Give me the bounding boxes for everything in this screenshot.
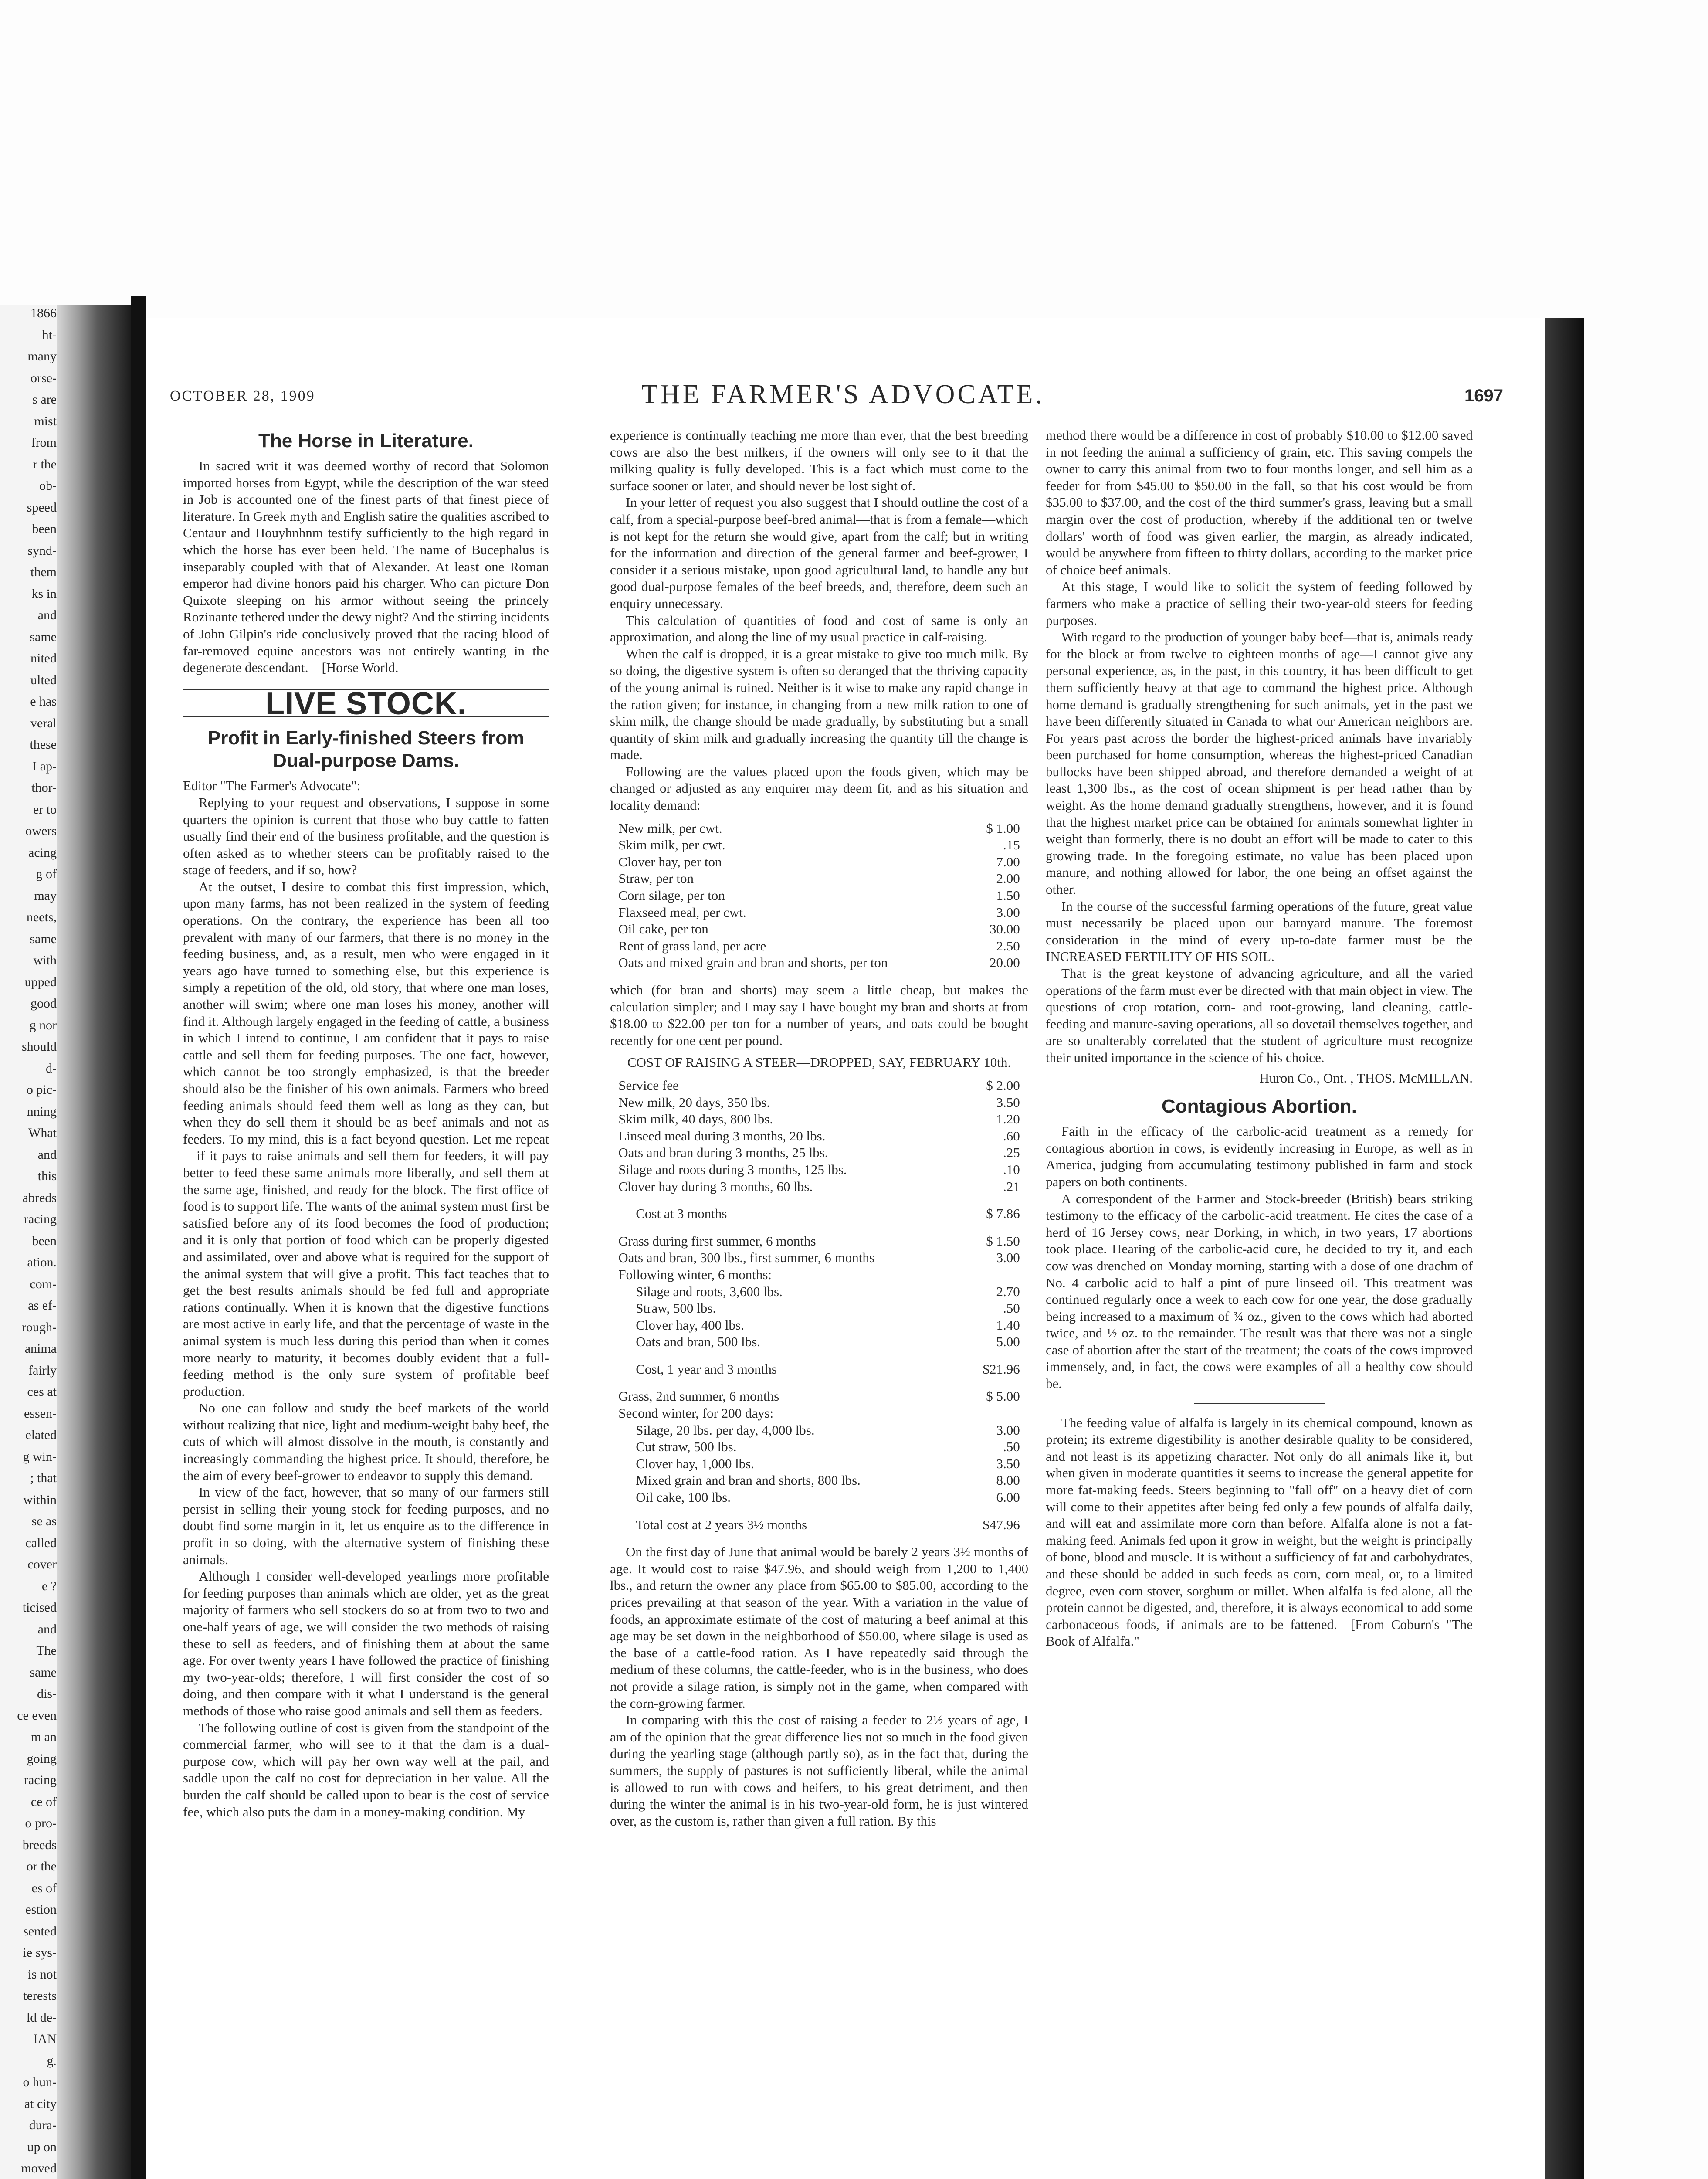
row-label: Grass during first summer, 6 months: [618, 1233, 816, 1249]
page-edge-shadow: [131, 296, 146, 2179]
row-label: Cost, 1 year and 3 months: [636, 1361, 777, 1377]
left-page-text-fragment: ticised: [22, 1600, 57, 1615]
left-page-text-fragment: racing: [24, 1773, 57, 1787]
row-amount: 3.00: [996, 1250, 1020, 1266]
row-label: Silage and roots, 3,600 lbs.: [636, 1283, 783, 1299]
author-signature: Huron Co., Ont. , THOS. McMILLAN.: [1259, 1070, 1473, 1086]
left-page-text-fragment: ht-: [42, 327, 57, 342]
left-page-text-fragment: good: [30, 996, 57, 1011]
left-page-text-fragment: sented: [23, 1924, 57, 1938]
row-amount: [968, 1405, 1020, 1422]
row-amount: .10: [1003, 1161, 1020, 1177]
row-amount: 2.00: [996, 871, 1020, 886]
row-label: Cost at 3 months: [636, 1206, 727, 1222]
table-row: [618, 1300, 1020, 1317]
left-page-text-fragment: estion: [25, 1902, 57, 1917]
left-page-text-fragment: e ?: [41, 1578, 57, 1593]
row-label: Linseed meal during 3 months, 20 lbs.: [618, 1128, 826, 1144]
row-label: Second winter, for 200 days:: [618, 1405, 774, 1421]
table-row: [618, 1111, 1020, 1128]
left-page-text-fragment: or the: [26, 1859, 57, 1874]
left-page-text-fragment: up on: [27, 2139, 57, 2154]
left-page-text-fragment: same: [30, 629, 57, 644]
left-page-text-fragment: o hun-: [23, 2075, 57, 2089]
left-page-text-fragment: acing: [28, 845, 57, 860]
column-1: [183, 427, 549, 1820]
paragraph: Faith in the efficacy of the carbolic-acid treatment as a remedy for contagious abortion in cows, is evidently increasing in Europe, as well as in America, judging from accumulating testimony published in farm and stock papers on both continents.: [1046, 1123, 1473, 1189]
left-page-text-fragment: o pic-: [26, 1083, 57, 1097]
left-page-text-fragment: d-: [46, 1061, 57, 1076]
cost-table: [618, 1077, 1020, 1533]
table-row: [618, 887, 1020, 904]
row-label: Flaxseed meal, per cwt.: [618, 904, 746, 920]
left-page-text-fragment: should: [21, 1039, 57, 1054]
left-page-text-fragment: anima: [24, 1341, 57, 1356]
adjacent-page-fragment: [0, 305, 57, 2179]
row-amount: 1.50: [996, 888, 1020, 903]
left-page-text-fragment: from: [31, 435, 57, 450]
row-label: Oats and bran, 500 lbs.: [636, 1334, 761, 1350]
table-row: [618, 870, 1020, 887]
row-label: Skim milk, 40 days, 800 lbs.: [618, 1111, 773, 1127]
row-amount: 20.00: [990, 955, 1020, 971]
page-header: [166, 379, 1521, 414]
paragraph: No one can follow and study the beef markets of the world without realizing that nice, light and medium-weight baby beef, the cuts of which will almost dissolve in the mouth, is constantly and increasingly commanding the highest price. It should, therefore, be the aim of every beef-grower to endeavor to supply this demand.: [183, 1400, 549, 1483]
table-row: [618, 1405, 1020, 1422]
alfalfa-paragraph: The feeding value of alfalfa is largely in its chemical compound, known as protein; its extreme digestibility is another desirable quality to be considered, and not least is its appetizing character. Not only do all animals like it, but when given in moderate quantities it seems to increase the general appetite for more fat-making feeds. Steers beginning to "fall off" on a heavy diet of corn will come to their appetites after being fed only a few pounds of alfalfa daily, and will eat and assimilate more corn than before. Alfalfa alone is not a fat-making feed. Animals fed upon it grow in weight, but the weight is principally of bone, blood and muscle. It is without a sufficiency of fat and carbohydrates, and these should be added in such feeds as corn, corn meal, or, to a limited degree, even corn stover, sorghum or millet. When alfalfa is fed alone, all the protein cannot be digested, and, therefore, it is always economical to add some carbonaceous foods, if animals are to be fattened.—[From Coburn's "The Book of Alfalfa.": [1046, 1415, 1473, 1649]
left-page-text-fragment: at city: [24, 2096, 57, 2111]
left-page-text-fragment: r the: [33, 457, 57, 472]
left-page-text-fragment: ie sys-: [23, 1945, 57, 1960]
left-page-text-fragment: dura-: [29, 2118, 57, 2132]
row-label: Clover hay, 1,000 lbs.: [636, 1456, 754, 1471]
row-amount: 30.00: [990, 921, 1020, 937]
left-page-text-fragment: may: [34, 888, 57, 903]
table-row: [618, 1472, 1020, 1489]
row-amount: 3.00: [996, 904, 1020, 920]
left-page-text-fragment: owers: [25, 824, 57, 838]
left-page-text-fragment: cover: [27, 1557, 57, 1571]
table-row: [618, 854, 1020, 871]
paragraph: Following are the values placed upon the foods given, which may be changed or adjusted as any enquirer may deem fit, and as his situation and locality demand:: [610, 764, 1028, 813]
left-page-text-fragment: ob-: [39, 479, 57, 493]
left-page-text-fragment: these: [30, 737, 57, 752]
row-label: Straw, per ton: [618, 871, 694, 886]
left-page-text-fragment: g.: [47, 2053, 57, 2068]
paragraph: At the outset, I desire to combat this first impression, which, upon many farms, has not been realized in the system of feeding operations. On the contrary, the experience has been all too prevalent with many of our farmers, that there is no money in the feeding business, and, as a result, men who were engaged in it years ago have turned to something else, but this experience is simply a repetition of the old, old story, that where one man loses, another will swim; where one man loses his money, another will find it. Although largely engaged in the feeding of cattle, a business in which I intend to continue, I am confident that it pays to raise cattle and sell them for feeding purposes. The one fact, however, which cannot be too strongly emphasized, is that the breeder should also be the finisher of his own animals. Farmers who breed feeding animals should feed them well as long as they can, but when they do sell them it should be as beef animals and not as feeders. To my mind, this is a fact beyond question. Let me repeat—if it pays to raise animals and sell them for feeders, it will pay better to feed these same animals more liberally, and sell them at the same age, finished, and ready for the block. The first office of food is to support life. The wants of the animal system must first be satisfied before any of its food becomes the food of production; and it is only that portion of food which can be properly digested and assimilated, over and above what is required for the support of the animal system that will give a profit. This fact teaches that to get the best results animals should be fed full and appropriate rations continually. When it is known that the digestive functions are most active in early life, and that the percentage of waste in the animal system is much less during this period than when it comes more nearly to maturity, it becomes doubly evident that a full-feeding method is the only sure system of profitable beef production.: [183, 879, 549, 1399]
row-amount: 3.50: [996, 1094, 1020, 1110]
paragraph: Replying to your request and observations, I suppose in some quarters the opinion is current that those who buy cattle to fatten usually find their end of the business profitable, and the question is often asked as to whether steers can be profitably raised to the stage of feeders, and if so, how?: [183, 794, 549, 878]
row-label: Clover hay, 400 lbs.: [636, 1317, 744, 1333]
table-row: [618, 1317, 1020, 1334]
left-page-text-fragment: and: [37, 1147, 57, 1162]
row-amount: $ 7.86: [986, 1206, 1020, 1222]
row-amount: .50: [1003, 1300, 1020, 1316]
left-page-text-fragment: e has: [30, 694, 57, 709]
paragraph: In view of the fact, however, that so many of our farmers still persist in selling their young stock for feeding purposes, and no doubt find some margin in it, let us enquire as to the difference in profit in so doing, with the alternative system of finishing these animals.: [183, 1484, 549, 1567]
table-row: [618, 1266, 1020, 1283]
left-page-text-fragment: elated: [25, 1428, 57, 1442]
left-page-text-fragment: ce of: [30, 1794, 57, 1809]
left-page-text-fragment: g of: [36, 867, 57, 881]
column-3: [1046, 427, 1473, 1650]
row-label: New milk, per cwt.: [618, 820, 722, 836]
row-label: Oil cake, 100 lbs.: [636, 1490, 731, 1505]
publication-title: THE FARMER'S ADVOCATE.: [641, 380, 1045, 409]
row-amount: 8.00: [996, 1473, 1020, 1488]
table-row: [618, 921, 1020, 938]
row-amount: 2.70: [996, 1283, 1020, 1299]
row-label: Corn silage, per ton: [618, 888, 725, 903]
table-row: [618, 1161, 1020, 1178]
row-label: New milk, 20 days, 350 lbs.: [618, 1094, 770, 1110]
book-gutter: [57, 305, 131, 2179]
left-page-text-fragment: m an: [30, 1730, 57, 1744]
row-label: Oil cake, per ton: [618, 921, 708, 937]
left-page-text-fragment: 1866: [30, 306, 57, 320]
paragraph: With regard to the production of younger baby beef—that is, animals ready for the block at from twelve to eighteen months of age—I cannot give any personal experience, as, in the past, in this country, it has been difficult to get them sufficiently heavy at that age to command the highest price. Although home demand is gradually strengthening for such animals, yet in the past we have been differently situated in Canada to what our American neighbors are. For years past across the border the highest-priced animals have invariably been purchased for home consumption, whereas the highest-priced Canadian bullocks have been shipped abroad, and therefore demanded a weight of at least 1,300 lbs., as the cost of ocean shipment is per head rather than by weight. As the home demand gradually strengthens, however, and it is found that the highest market price can be obtained for animals somewhat lighter in weight than formerly, there is no doubt an effort will be made to cater to this growing trade. In the foregoing estimate, no value has been placed upon manure, and nothing allowed for labor, the one being an offset against the other.: [1046, 629, 1473, 897]
row-amount: $ 2.00: [986, 1077, 1020, 1093]
page-number: 1697: [1464, 386, 1503, 405]
table-row: [618, 938, 1020, 955]
row-amount: .60: [1003, 1128, 1020, 1144]
left-page-text-fragment: speed: [27, 500, 57, 515]
left-page-text-fragment: es of: [31, 1880, 57, 1895]
left-page-text-fragment: racing: [24, 1212, 57, 1226]
paragraph: A correspondent of the Farmer and Stock-breeder (British) bears striking testimony to the efficacy of the carbolic-acid treatment. He cites the case of a herd of 16 Jersey cows, near Dorking, in which, in two years, 17 abortions took place. Hearing of the carbolic-acid cure, he decided to try it, and each cow was drenched on Monday morning, starting with a dose of one drachm of No. 4 carbolic acid to half a pint of pure linseed oil. This treatment was continued regularly once a week to each cow for one year, the dose gradually being increased to a maximum of ¾ oz., given to the cows which had aborted twice, and ½ oz. to the remainder. The result was that there was not a single case of abortion after the start of the treatment; the coats of the cows improved immensely, and, in fact, the cows were examples of all a healthy cow should be.: [1046, 1191, 1473, 1392]
left-page-text-fragment: been: [32, 1233, 57, 1248]
left-page-text-fragment: breeds: [22, 1837, 57, 1852]
left-page-text-fragment: essen-: [24, 1406, 57, 1421]
row-amount: 1.40: [996, 1317, 1020, 1333]
left-page-text-fragment: abreds: [22, 1190, 57, 1205]
row-amount: 2.50: [996, 938, 1020, 954]
left-page-text-fragment: dis-: [37, 1687, 57, 1701]
left-page-text-fragment: fairly: [28, 1363, 57, 1378]
left-page-text-fragment: The: [36, 1643, 57, 1658]
section-heading-live-stock: LIVE STOCK.: [183, 689, 549, 719]
row-amount: [968, 1266, 1020, 1283]
row-label: Following winter, 6 months:: [618, 1266, 772, 1282]
table-row: [618, 837, 1020, 854]
article-title-abortion: Contagious Abortion.: [1161, 1096, 1357, 1117]
row-amount: 5.00: [996, 1334, 1020, 1350]
left-page-text-fragment: com-: [30, 1276, 57, 1291]
row-amount: $21.96: [983, 1361, 1020, 1377]
row-label: Service fee: [618, 1077, 679, 1093]
table-row: [618, 1506, 1020, 1534]
left-page-text-fragment: called: [25, 1535, 57, 1550]
row-amount: $47.96: [983, 1517, 1020, 1532]
row-amount: .15: [1003, 837, 1020, 853]
table-row: [618, 1077, 1020, 1094]
table-row: [618, 954, 1020, 971]
row-amount: .21: [1003, 1178, 1020, 1194]
left-page-text-fragment: se as: [31, 1514, 57, 1528]
row-label: Clover hay, per ton: [618, 854, 722, 869]
row-label: Grass, 2nd summer, 6 months: [618, 1388, 779, 1404]
left-page-text-fragment: neets,: [26, 910, 57, 924]
left-page-text-fragment: upped: [24, 974, 57, 989]
row-label: Rent of grass land, per acre: [618, 938, 766, 954]
left-page-text-fragment: I ap-: [32, 759, 57, 774]
left-page-text-fragment: moved: [21, 2161, 57, 2176]
table-row: [618, 1144, 1020, 1161]
row-amount: .50: [1003, 1439, 1020, 1455]
left-page-text-fragment: terests: [23, 1989, 57, 2003]
table-row: [618, 1351, 1020, 1378]
row-amount: 3.00: [996, 1422, 1020, 1438]
horse-paragraph: In sacred writ it was deemed worthy of record that Solomon imported horses from Egypt, while the description of the war steed in Job is accounted one of the finest parts of that finest piece of literature. In Greek myth and English satire the qualities ascribed to Centaur and Houyhnhnm testify sufficiently to the high regard in which the horse has ever been held. The name of Bucephalus is inseparably coupled with that of Alexander. At least one Roman emperor had divine honors paid his charger. Who can picture Don Quixote sleeping on his armor without seeing the princely Rozinante tethered under the dewy night? And the stirring incidents of John Gilpin's ride conclusively proved that the racing blood of far-removed equine ancestors was not entirely wanting in the degenerate descendant.—[Horse World.: [183, 458, 549, 675]
left-page-text-fragment: as ef-: [28, 1298, 57, 1313]
left-page-text-fragment: rough-: [22, 1320, 57, 1334]
row-amount: .25: [1003, 1145, 1020, 1161]
left-page-text-fragment: IAN: [33, 2032, 57, 2046]
section-divider: [1194, 1403, 1325, 1404]
table-row: [618, 1456, 1020, 1473]
paragraph: In the course of the successful farming operations of the future, great value must necessarily be placed upon our barnyard manure. The foremost consideration in the mind of every up-to-date farmer must be the INCREASED FERTILITY OF HIS SOIL.: [1046, 898, 1473, 964]
table-row: [618, 1222, 1020, 1250]
left-page-text-fragment: nited: [30, 651, 57, 665]
left-page-text-fragment: What: [28, 1126, 57, 1140]
row-amount: 3.50: [996, 1456, 1020, 1471]
column-2: [610, 427, 1028, 1829]
paragraph: In comparing with this the cost of raising a feeder to 2½ years of age, I am of the opinion that the great difference lies not so much in the food given during the yearling stage (although partly so), as in the fact that, during the summers, the supply of pastures is not sufficiently liberal, while the animal is allowed to run with cows and heifers, to his great detriment, and then during the winter the animal is in his two-year-old form, he is just wintered over, as the custom is, rather than given a full ration. By this: [610, 1712, 1028, 1829]
table-row: [618, 1378, 1020, 1405]
right-page-edge: [1545, 318, 1584, 2179]
paragraph: At this stage, I would like to solicit the system of feeding followed by farmers who make a practice of selling their two-year-old steers for feeding purposes.: [1046, 579, 1473, 628]
left-page-text-fragment: g nor: [29, 1018, 57, 1032]
left-page-text-fragment: ; that: [30, 1471, 57, 1485]
left-page-text-fragment: going: [27, 1751, 57, 1766]
left-page-text-fragment: ulted: [30, 672, 57, 687]
left-page-text-fragment: thor-: [31, 781, 57, 795]
left-page-text-fragment: been: [32, 522, 57, 536]
left-page-text-fragment: ces at: [27, 1385, 57, 1399]
left-page-text-fragment: g win-: [23, 1449, 57, 1464]
left-page-text-fragment: same: [30, 1665, 57, 1680]
paragraph: When the calf is dropped, it is a great mistake to give too much milk. By so doing, the digestive system is often so deranged that the thriving capacity of the young animal is ruined. Neither is it wise to make any rapid change in the ration given; for instance, in changing from a new milk ration to one of skim milk, the change should be made gradually, by substituting but a small quantity of skim milk and gradually increasing the quantity till the change is made.: [610, 646, 1028, 763]
paragraph: This calculation of quantities of food and cost of same is only an approximation, and along the line of my usual practice in calf-raising.: [610, 612, 1028, 645]
left-page-text-fragment: mist: [34, 414, 57, 428]
row-label: Mixed grain and bran and shorts, 800 lbs.: [636, 1473, 861, 1488]
left-page-text-fragment: ce even: [17, 1708, 57, 1723]
table-row: [618, 1489, 1020, 1506]
left-page-text-fragment: s are: [32, 392, 57, 407]
editor-salutation: Editor "The Farmer's Advocate":: [183, 778, 361, 794]
table-row: [618, 1439, 1020, 1456]
row-label: Oats and mixed grain and bran and shorts, per ton: [618, 955, 888, 971]
row-amount: 6.00: [996, 1490, 1020, 1505]
left-page-text-fragment: many: [27, 349, 57, 363]
left-page-text-fragment: synd-: [27, 543, 57, 558]
left-page-text-fragment: o pro-: [25, 1816, 57, 1830]
left-page-text-fragment: er to: [33, 802, 57, 817]
left-page-text-fragment: and: [37, 608, 57, 622]
row-label: Cut straw, 500 lbs.: [636, 1439, 737, 1455]
left-page-text-fragment: same: [30, 931, 57, 946]
left-page-text-fragment: ation.: [27, 1255, 57, 1269]
cost-table-title: COST OF RAISING A STEER—DROPPED, SAY, FEBRUARY 10th.: [627, 1055, 1011, 1070]
table-row: [618, 904, 1020, 921]
row-amount: $ 1.00: [986, 820, 1020, 836]
table-row: [618, 1195, 1020, 1222]
table-row: [618, 1422, 1020, 1439]
table-row: [618, 1283, 1020, 1300]
row-label: Silage and roots during 3 months, 125 lbs.: [618, 1161, 847, 1177]
paragraph: That is the great keystone of advancing agriculture, and all the varied operations of the farm must ever be directed with that main object in view. The questions of crop rotation, corn- and root-growing, land cleaning, cattle-feeding and manure-saving operations, all so dovetail themselves together, and are so unalterably correlated that the student of agriculture must recognize their united importance in the science of his choice.: [1046, 966, 1473, 1065]
left-page-text-fragment: with: [33, 953, 57, 967]
paragraph: On the first day of June that animal would be barely 2 years 3½ months of age. It would cost to raise $47.96, and should weigh from 1,200 to 1,400 lbs., and return the owner any place from $65.00 to $85.00, according to the prices prevailing at that season of the year. With a variation in the value of foods, an approximate estimate of the cost of maturing a beef animal at this age may be set down in the neighborhood of $50.00, where silage is used as the base of a cattle-food ration. As I have repeatedly said through the medium of these columns, the cattle-feeder, who is in the business, who does not provide a silage ration, is simply not in the game, when compared with the corn-growing farmer.: [610, 1544, 1028, 1711]
left-page-text-fragment: them: [30, 565, 57, 579]
row-amount: $ 1.50: [986, 1233, 1020, 1249]
row-label: Straw, 500 lbs.: [636, 1300, 716, 1316]
row-label: Oats and bran during 3 months, 25 lbs.: [618, 1145, 828, 1161]
left-page-text-fragment: and: [37, 1622, 57, 1636]
row-label: Silage, 20 lbs. per day, 4,000 lbs.: [636, 1422, 815, 1438]
paragraph: In your letter of request you also suggest that I should outline the cost of a calf, from a special-purpose beef-bred animal—that is from a female—which is not kept for the return she would give, apart from the calf; but in writing for the information and direction of the general farmer and beef-grower, I consider it a serious mistake, upon good agricultural land, to handle any but good dual-purpose females of the beef breeds, and, therefore, deem such an enquiry unnecessary.: [610, 495, 1028, 611]
left-page-text-fragment: is not: [28, 1967, 57, 1982]
row-label: Skim milk, per cwt.: [618, 837, 725, 853]
paragraph: The following outline of cost is given from the standpoint of the commercial farmer, who will see to it that the dam is a dual-purpose cow, which will pay her own way well at the pail, and saddle upon the calf no cost for depreciation in her value. All the burden the calf should be called upon to bear is the cost of service fee, which also puts the dam in a money-making condition. My: [183, 1720, 549, 1819]
table-row: [618, 820, 1020, 837]
food-prices-table: [618, 820, 1020, 971]
article-title-profit: Profit in Early-finished Steers from Dual-purpose Dams.: [207, 727, 525, 772]
left-page-text-fragment: within: [23, 1492, 57, 1507]
row-label: Clover hay during 3 months, 60 lbs.: [618, 1178, 813, 1194]
left-page-text-fragment: ld de-: [26, 2010, 57, 2025]
table-row: [618, 1334, 1020, 1351]
left-page-text-fragment: this: [37, 1169, 57, 1183]
row-amount: 7.00: [996, 854, 1020, 869]
paragraph: method there would be a difference in cost of probably $10.00 to $12.00 saved in not feeding the animal a sufficiency of grain, etc. This saving compels the owner to carry this animal from two to four months longer, and sell him as a feeder for from $45.00 to $50.00 in the fall, so that his cost would be from $35.00 to $37.00, and the cost of the third summer's grass, leaving but a small margin over the cost of production, whereby if the additional ten or twelve dollars' worth of food was given earlier, the margin, as already indicated, would be anywhere from fifteen to thirty dollars, according to the market price of choice beef animals.: [1046, 428, 1473, 577]
row-amount: 1.20: [996, 1111, 1020, 1127]
paragraph: Although I consider well-developed yearlings more profitable for feeding purposes than animals which are older, yet as the great majority of farmers who sell stockers do so at from two to two and one-half years of age, we will consider the two methods of raising these to sell as feeders, and of finishing them at about the same age. For over twenty years I have followed the practice of finishing my two-year-olds; therefore, I will first consider the cost of so doing, and then compare with it what I understand is the general methods of those who raise good animals and sell them as feeders.: [183, 1568, 549, 1718]
left-page-text-fragment: orse-: [30, 370, 57, 385]
issue-date: OCTOBER 28, 1909: [170, 388, 315, 404]
paragraph: which (for bran and shorts) may seem a little cheap, but makes the calculation simpler; and I may say I have bought my bran and shorts at from $18.00 to $22.00 per ton for a number of years, and oats could be bought recently for one cent per pound.: [610, 982, 1028, 1048]
left-page-text-fragment: nning: [27, 1104, 57, 1119]
row-label: Oats and bran, 300 lbs., first summer, 6 months: [618, 1250, 874, 1266]
table-row: [618, 1128, 1020, 1145]
row-label: Total cost at 2 years 3½ months: [636, 1517, 807, 1532]
table-row: [618, 1094, 1020, 1111]
left-page-text-fragment: ks in: [31, 586, 57, 601]
left-page-text-fragment: veral: [30, 716, 57, 730]
row-amount: $ 5.00: [986, 1388, 1020, 1404]
article-title-horse: The Horse in Literature.: [258, 430, 474, 451]
table-row: [618, 1249, 1020, 1266]
paragraph: experience is continually teaching me more than ever, that the best breeding cows are also the best milkers, if the owners will only see to it that the milking quality is fully developed. This is a fact which must come to the surface sooner or later, and should never be lost sight of.: [610, 428, 1028, 493]
table-row: [618, 1178, 1020, 1195]
